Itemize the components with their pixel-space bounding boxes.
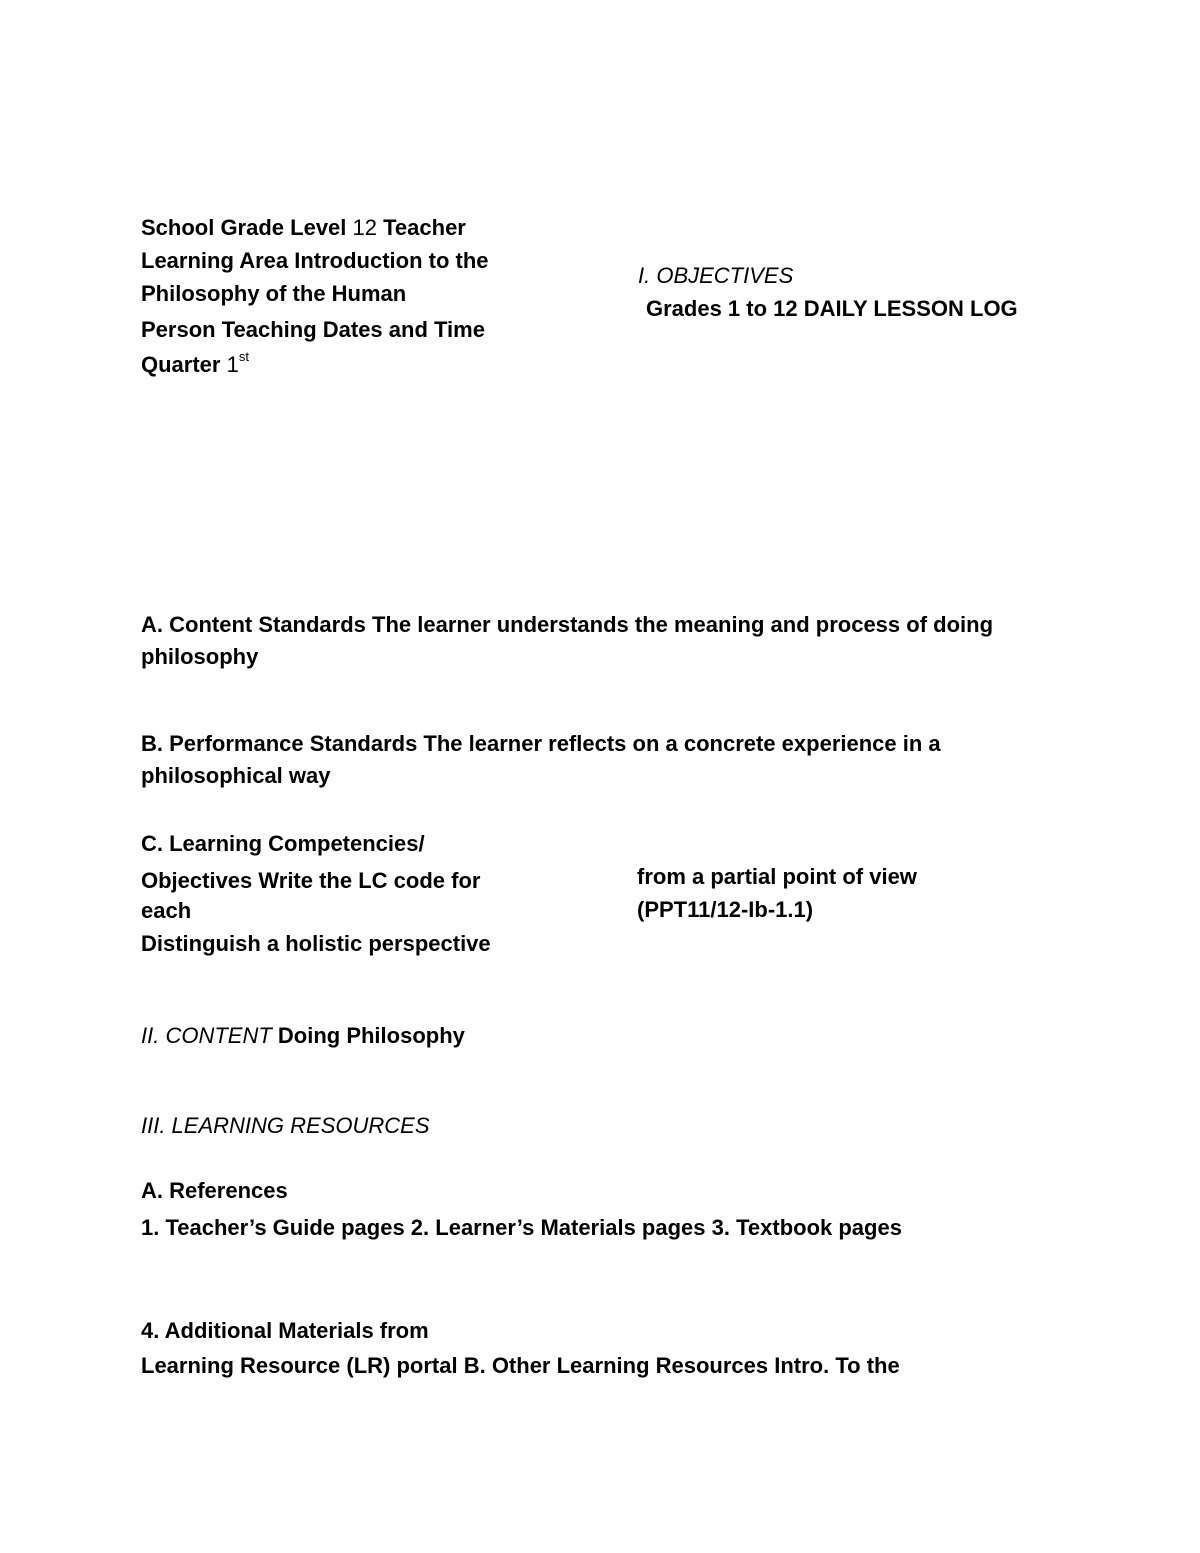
performance-standards-line2: philosophical way bbox=[141, 763, 331, 788]
content-label: II. CONTENT bbox=[141, 1023, 272, 1048]
content-section bbox=[141, 1025, 465, 1047]
header-school-grade-teacher: School Grade Level 12 Teacher bbox=[141, 215, 466, 240]
header-quarter: Quarter 1st bbox=[141, 349, 249, 377]
header-learning-area: Learning Area Introduction to the bbox=[141, 248, 489, 273]
objectives-heading: I. OBJECTIVES bbox=[638, 263, 794, 288]
content-standards-line2: philosophy bbox=[141, 644, 259, 669]
references-pages: 1. Teacher’s Guide pages 2. Learner’s Materials pages 3. Textbook pages bbox=[141, 1215, 902, 1240]
quarter-ordinal: st bbox=[238, 349, 249, 364]
learning-competencies-left-1: Objectives Write the LC code for bbox=[141, 868, 481, 893]
content-standards-line1: A. Content Standards The learner understands the meaning and process of doing bbox=[141, 612, 994, 637]
performance-standards-line1: B. Performance Standards The learner reflects on a concrete experience in a bbox=[141, 731, 941, 756]
additional-materials-line1: 4. Additional Materials from bbox=[141, 1318, 429, 1343]
dll-title: Grades 1 to 12 DAILY LESSON LOG bbox=[646, 296, 1018, 321]
learning-competencies-right-2: (PPT11/12-Ib-1.1) bbox=[637, 897, 814, 922]
references-heading: A. References bbox=[141, 1178, 288, 1203]
header-learning-area-cont: Philosophy of the Human bbox=[141, 281, 407, 306]
learning-competencies-heading: C. Learning Competencies/ bbox=[141, 831, 425, 856]
learning-competencies-right-1: from a partial point of view bbox=[637, 864, 917, 889]
header-teaching-dates: Person Teaching Dates and Time bbox=[141, 317, 485, 342]
learning-competencies-left-2: each bbox=[141, 898, 192, 923]
learning-resources-heading: III. LEARNING RESOURCES bbox=[141, 1113, 430, 1138]
additional-materials-line2: Learning Resource (LR) portal B. Other Learning Resources Intro. To the bbox=[141, 1353, 900, 1378]
content-value: Doing Philosophy bbox=[271, 1023, 465, 1048]
grade-level-value: 12 bbox=[352, 215, 377, 240]
learning-competencies-left-3: Distinguish a holistic perspective bbox=[141, 931, 491, 956]
quarter-value: 1 bbox=[226, 352, 239, 377]
